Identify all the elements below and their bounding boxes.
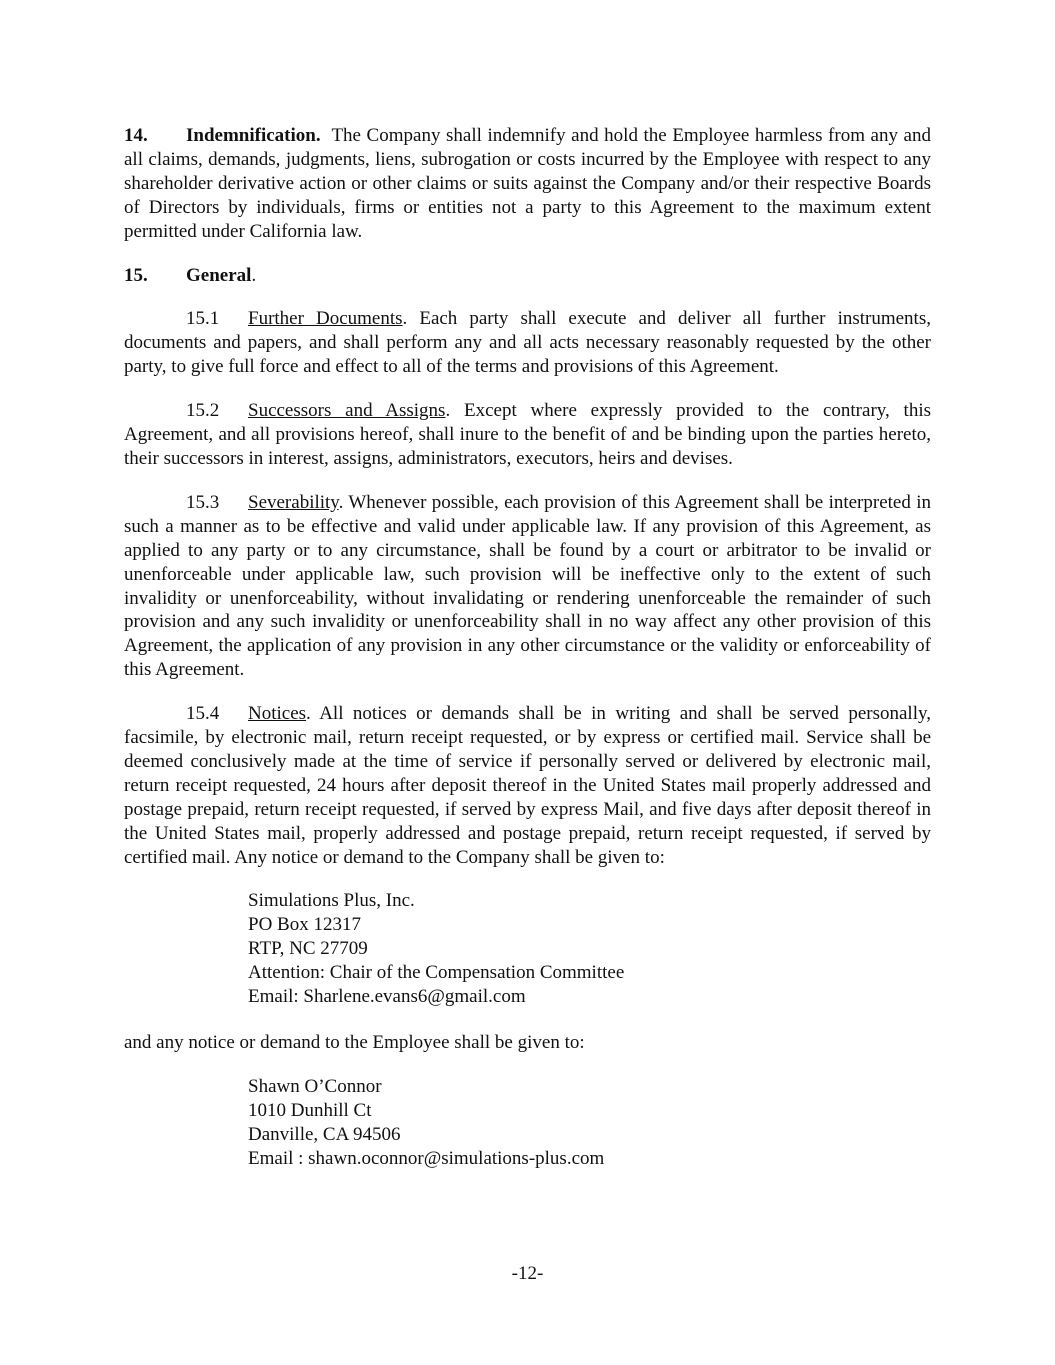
- subsection-15-2: [124, 399, 931, 471]
- employee-notice-intro: and any notice or demand to the Employee shall be given to:: [124, 1032, 585, 1053]
- section-number: 14.: [124, 125, 148, 146]
- company-city-state-zip: RTP, NC 27709: [248, 938, 368, 960]
- section-title-suffix: .: [251, 264, 257, 286]
- subsection-heading: Further Documents: [248, 308, 403, 330]
- employee-address-block: [248, 1075, 931, 1171]
- company-attention: Attention: Chair of the Compensation Committee: [248, 962, 625, 984]
- subsection-15-1: [124, 307, 931, 379]
- page-number: -12-: [511, 1263, 544, 1284]
- subsection-number: 15.2: [186, 400, 220, 422]
- company-name: Simulations Plus, Inc.: [248, 890, 415, 912]
- company-po-box: PO Box 12317: [248, 914, 361, 936]
- subsection-body: . Except where expressly provided to the contrary, this Agreement, and all provisions hereof, shall inure to the benefit of and be binding upon the parties hereto, their successors in interest, assigns, administrators, executors, heirs and devises.: [124, 400, 931, 469]
- subsection-number: 15.4: [186, 703, 220, 725]
- section-number: 15.: [124, 264, 148, 286]
- employee-city-state-zip: Danville, CA 94506: [248, 1123, 401, 1145]
- subsection-number: 15.1: [186, 308, 220, 330]
- company-address-block: [248, 889, 931, 1009]
- subsection-15-4: [124, 702, 931, 869]
- section-14: [124, 124, 931, 244]
- subsection-number: 15.3: [186, 491, 220, 513]
- document-page: [124, 124, 931, 1193]
- subsection-body: . Whenever possible, each provision of this Agreement shall be interpreted in such a manner as to be effective and valid under applicable law. If any provision of this Agreement, as applied to any party or to any circumstance, shall be found by a court or arbitrator to be invalid or unenforceable under applicable law, such provision will be ineffective only to the extent of such invalidity or unenforceability, without invalidating or rendering unenforceable the remainder of such provision and any such invalidity or unenforceability shall in no way affect any other provision of this Agreement, the application of any provision in any other circumstance or the validity or enforceability of this Agreement.: [124, 491, 931, 681]
- section-title: Indemnification.: [186, 125, 321, 146]
- subsection-15-3: [124, 491, 931, 682]
- section-title: General: [186, 264, 252, 286]
- section-body: The Company shall indemnify and hold the Employee harmless from any and all claims, demands, judgments, liens, subrogation or costs incurred by the Employee with respect to any shareholder derivative action or other claims or suits against the Company and/or their respective Boards of Directors by individuals, firms or entities not a party to this Agreement to the maximum extent permitted under California law.: [124, 125, 931, 242]
- subsection-body: . All notices or demands shall be in writing and shall be served personally, facsimile, by electronic mail, return receipt requested, or by express or certified mail. Service shall be deemed conclusively made at the time of service if personally served or delivered by electronic mail, return receipt requested, 24 hours after deposit thereof in the United States mail properly addressed and postage prepaid, return receipt requested, if served by express Mail, and five days after deposit thereof in the United States mail, properly addressed and postage prepaid, return receipt requested, if served by certified mail. Any notice or demand to the Company shall be given to:: [124, 703, 931, 868]
- subsection-heading: Successors and Assigns: [248, 400, 446, 422]
- employee-street: 1010 Dunhill Ct: [248, 1099, 372, 1121]
- company-email: Email: Sharlene.evans6@gmail.com: [248, 986, 526, 1008]
- employee-name: Shawn O’Connor: [248, 1075, 382, 1097]
- section-15: [124, 264, 931, 288]
- employee-email: Email : shawn.oconnor@simulations-plus.com: [248, 1147, 605, 1169]
- subsection-heading: Severability: [248, 491, 339, 513]
- subsection-body: . Each party shall execute and deliver all further instruments, documents and papers, and shall perform any and all acts necessary reasonably requested by the other party, to give full force and effect to all of the terms and provisions of this Agreement.: [124, 308, 931, 378]
- subsection-heading: Notices: [248, 703, 307, 725]
